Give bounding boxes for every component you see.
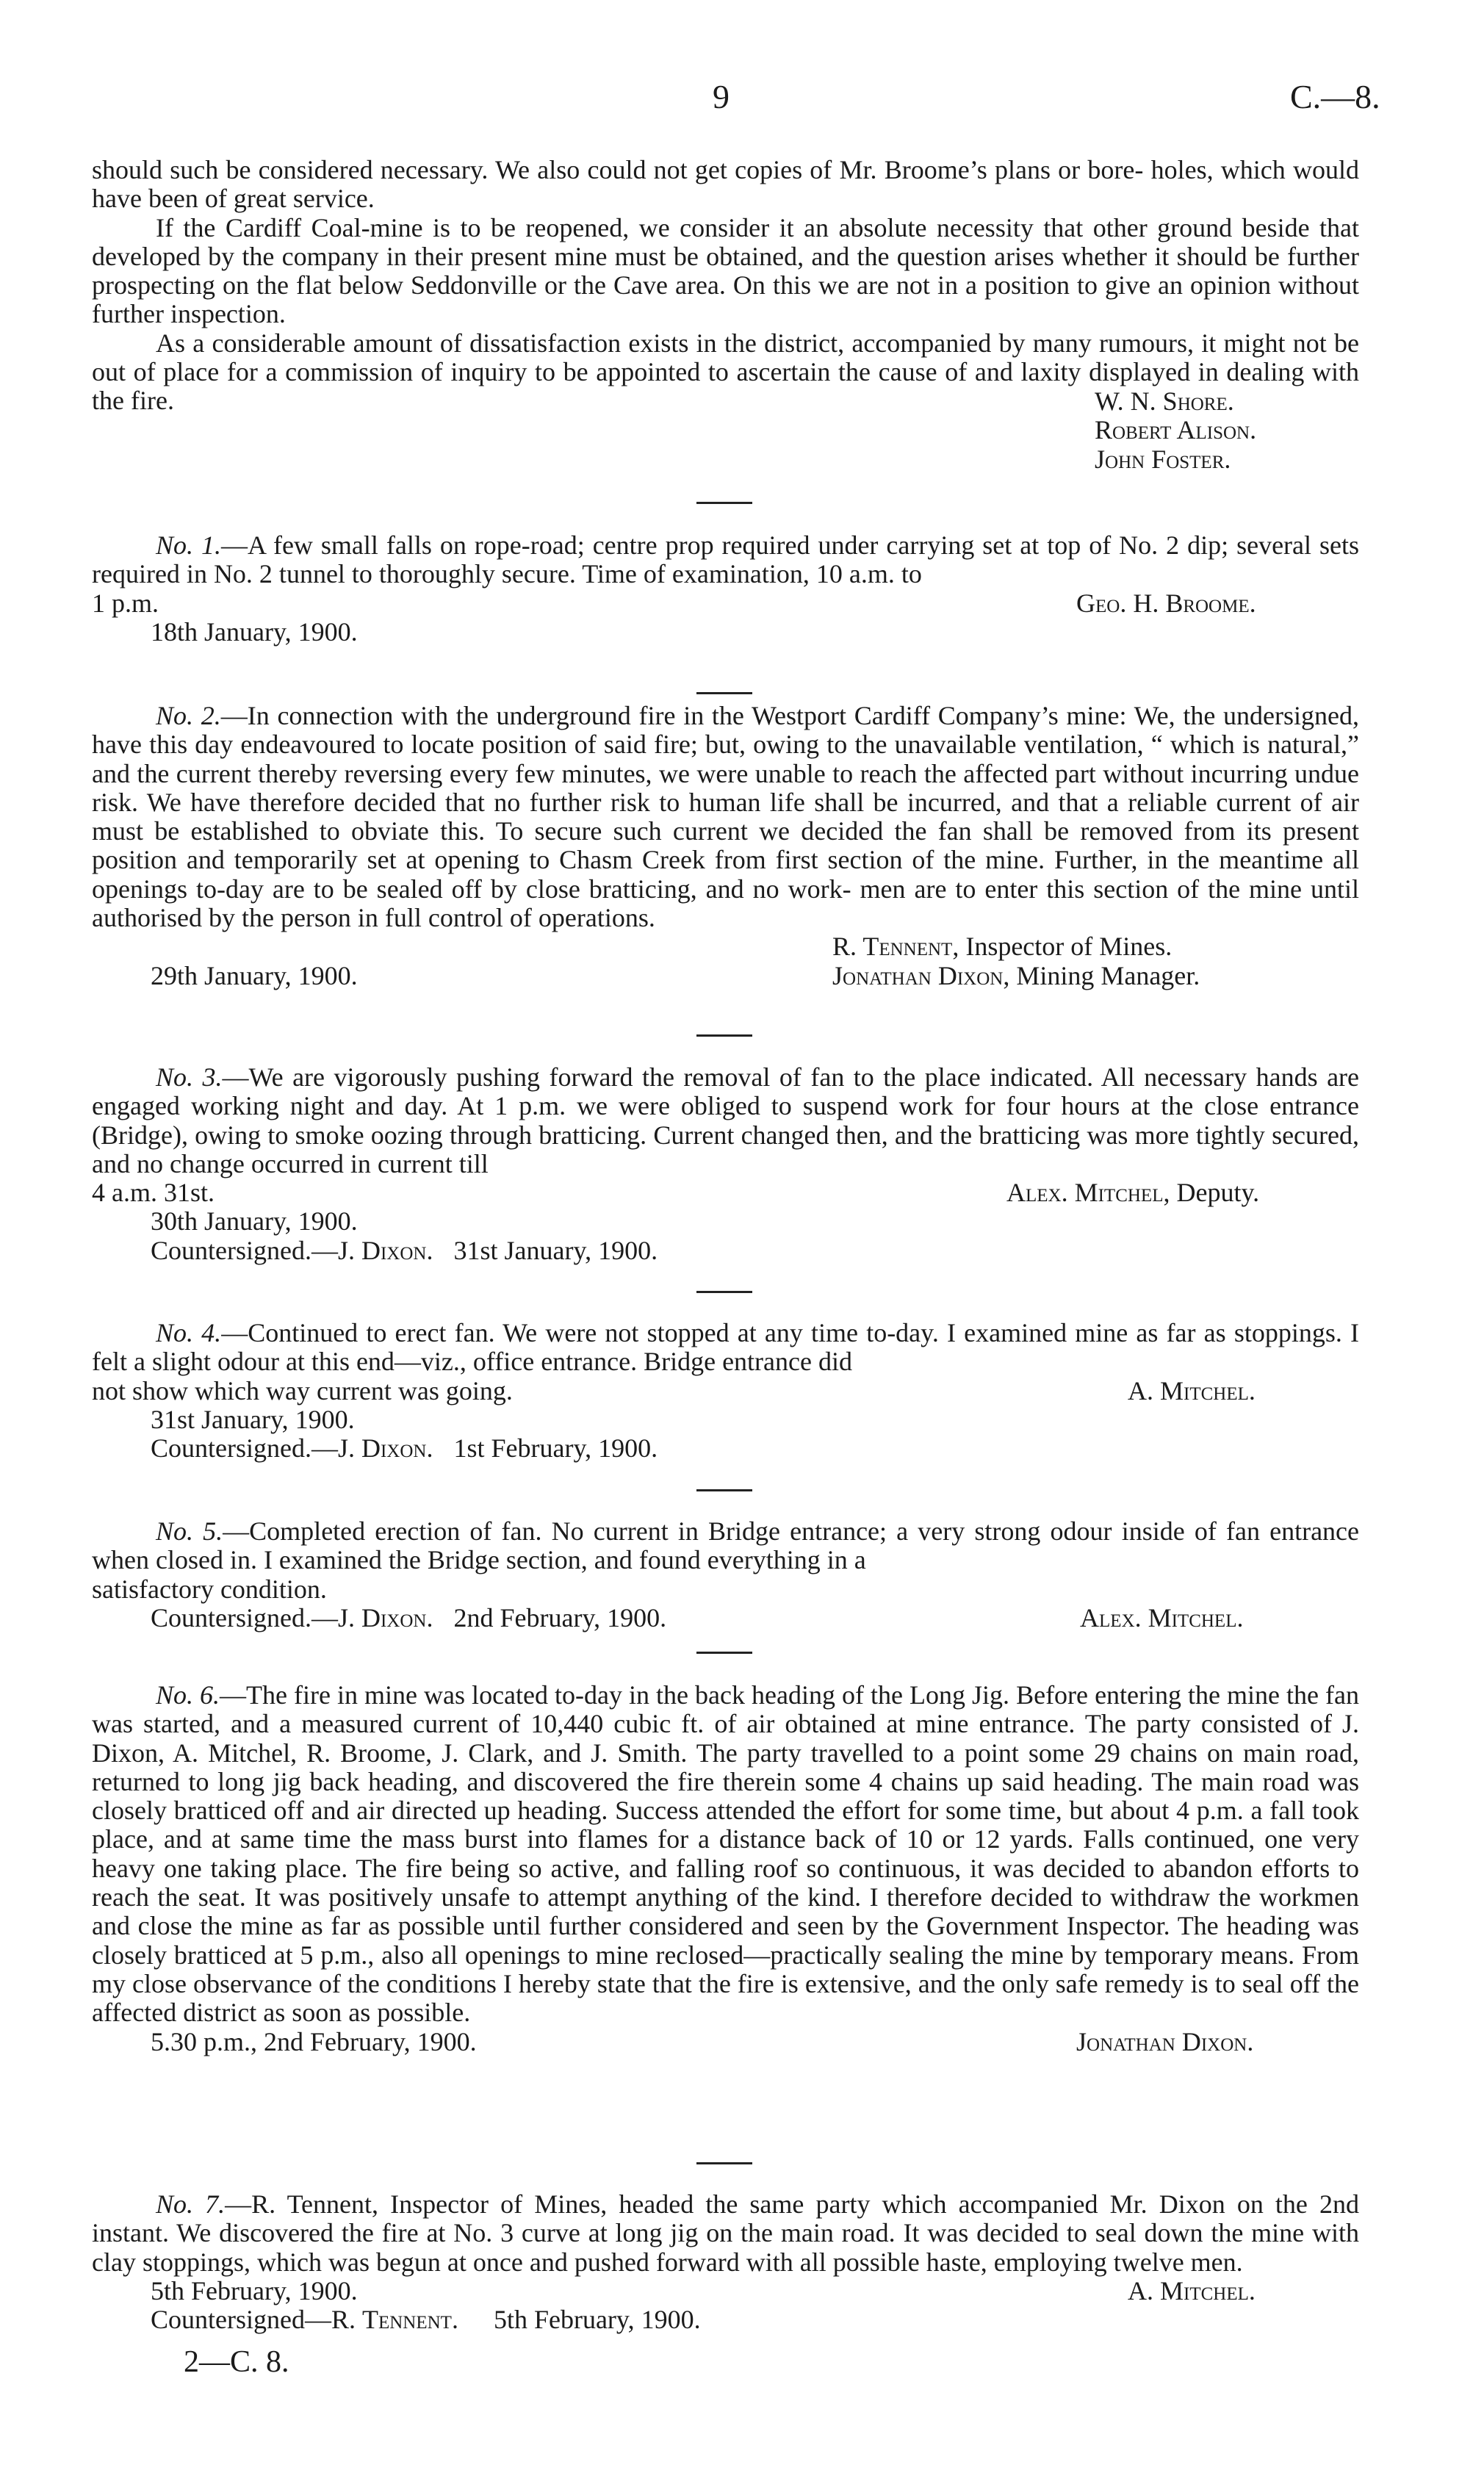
signature-tennent: R. Tennent, Inspector of Mines.: [832, 932, 1173, 962]
signature: Alex. Mitchel, Deputy.: [1006, 1178, 1260, 1208]
entry-no-2: [92, 702, 1359, 990]
signatory-foster: John Foster.: [1095, 444, 1231, 474]
intro-section: [92, 156, 1359, 416]
entry-date: 31st January, 1900.: [151, 1404, 355, 1434]
countersignature: Countersigned—R. Tennent. 5th February, 1900.: [151, 2305, 701, 2335]
intro-paragraph-1: should such be considered necessary. We also could not get copies of Mr. Broome’s plans or bore- holes, which would have been of great service.: [92, 155, 1360, 214]
section-divider: [696, 502, 752, 504]
entry-no-6: [92, 1681, 1359, 2056]
signature: A. Mitchel.: [1128, 1375, 1256, 1405]
section-divider: [696, 1291, 752, 1293]
entry-date: 5.30 p.m., 2nd February, 1900.: [151, 2026, 477, 2056]
entry-date: 5th February, 1900.: [151, 2275, 358, 2305]
intro-paragraph-3: As a considerable amount of dissatisfaction exists in the district, accompanied by many rumours, it might not be out of place for a commission of inquiry to be appointed to ascertain the cause of and laxity displayed in dealing with the fire.: [92, 328, 1360, 416]
entry-no-2-text: No. 2.—In connection with the underground fire in the Westport Cardiff Company’s mine: We, the undersigned, have this day endeavoured to locate position of said fire; but, owing to the unavailable ventilation, “ which is natural,” and the current thereby reversing every few minutes, we were unable to reach the affected part without incurring undue risk. We have therefore decided that no further risk to human life shall be incurred, and that a reliable current of air must be established to obviate this. To secure such current we decided the fan shall be removed from its present position and temporarily set at opening to Chasm Creek from first section of the mine. Further, in the meantime all openings to-day are to be sealed off by close bratticing, and no work- men are to enter this section of the mine until authorised by the person in full control of operations.: [92, 701, 1360, 933]
entry-label: No. 1.: [156, 530, 221, 560]
intro-signatories: [1095, 387, 1256, 474]
countersignature: Countersigned.—J. Dixon. 31st January, 1900.: [151, 1235, 658, 1265]
section-divider: [696, 1652, 752, 1654]
signature-dixon: Jonathan Dixon, Mining Manager.: [832, 960, 1200, 990]
entry-label: No. 2.: [156, 701, 221, 730]
entry-no-1: No. 1.—A few small falls on rope-road; centre prop required under carrying set at top of No. 2 dip; several sets required in No. 2 tunnel to thoroughly secure. Time of examination, 10 a.m. to 1 p.m. Geo. H. Broome. 18th January, 1900.: [92, 530, 1359, 647]
entry-label: No. 6.: [156, 1680, 220, 1710]
entry-label: No. 4.: [156, 1318, 222, 1347]
entry-no-6-text: No. 6.—The fire in mine was located to-day in the back heading of the Long Jig. Before entering the mine the fan was started, and a measured current of 10,440 cubic ft. of air obtained at mine entrance. The party consisted of J. Dixon, A. Mitchel, R. Broome, J. Clark, and J. Smith. The party travelled to a point some 29 chains on main road, returned to long jig back heading, and discovered the fire therein some 4 chains up said heading. The main road was closely bratticed off and air directed up heading. Success attended the effort for some time, but about 4 p.m. a fall took place, and at same time the mass burst into flames for a distance back of 10 or 12 yards. Falls continued, one very heavy one taking place. The fire being so active, and falling roof so continuous, it was decided to abandon efforts to reach the seat. It was positively unsafe to attempt anything of the kind. I therefore decided to withdraw the workmen and close the mine as far as possible until further considered and seen by the Government Inspector. The heading was closely bratticed at 5 p.m., also all openings to mine reclosed—practically sealing the mine by temporary means. From my close observance of the conditions I hereby state that the fire is extensive, and the only safe remedy is to seal off the affected district as soon as possible.: [92, 1680, 1360, 2028]
signature: Geo. H. Broome.: [1076, 588, 1256, 618]
signature: Jonathan Dixon.: [1076, 2026, 1254, 2056]
section-divider: [696, 2162, 752, 2164]
countersignature: Countersigned.—J. Dixon. 2nd February, 1900. Alex. Mitchel.: [151, 1602, 1244, 1633]
page-number: 9: [713, 78, 730, 115]
entry-no-7-text: No. 7.—R. Tennent, Inspector of Mines, headed the same party which accompanied Mr. Dixon on the 2nd instant. We discovered the fire at No. 3 curve at long jig on the main road. It was decided to seal down the mine with clay stoppings, which was begun at once and pushed forward with all possible haste, employing twelve men.: [92, 2189, 1359, 2277]
entry-label: No. 3.: [156, 1062, 223, 1092]
paper-reference: C.—8.: [1290, 78, 1380, 115]
section-divider: [696, 692, 752, 694]
entry-no-5: No. 5.—Completed erection of fan. No current in Bridge entrance; a very strong odour inside of fan entrance when closed in. I examined the Bridge section, and found everything in a satisfactory condition. Countersigned.—J. Dixon. 2nd February, 1900. Alex. Mitchel.: [92, 1516, 1360, 1633]
entry-no-4: No. 4.—Continued to erect fan. We were not stopped at any time to-day. I examined mine as far as stoppings. I felt a slight odour at this end—viz., office entrance. Bridge entrance did not show which way current was going. A. Mitchel. 31st January, 1900. Countersigned.—J. Dixon. 1st February, 1900.: [92, 1318, 1360, 1464]
entry-no-4-text: No. 4.—Continued to erect fan. We were not stopped at any time to-day. I examined mine as far as stoppings. I felt a slight odour at this end—viz., office entrance. Bridge entrance did: [92, 1318, 1360, 1377]
entry-no-5-text: No. 5.—Completed erection of fan. No current in Bridge entrance; a very strong odour inside of fan entrance when closed in. I examined the Bridge section, and found everything in a: [92, 1516, 1360, 1575]
section-divider: [696, 1489, 752, 1491]
entry-label: No. 5.: [156, 1516, 223, 1546]
entry-no-7: [92, 2190, 1359, 2334]
countersignature: Countersigned.—J. Dixon. 1st February, 1900.: [151, 1433, 658, 1464]
entry-date: 29th January, 1900.: [151, 960, 358, 990]
intro-paragraph-2: If the Cardiff Coal-mine is to be reopened, we consider it an absolute necessity that other ground beside that developed by the company in their present mine must be obtained, and the question arises whether it should be further prospecting on the flat below Seddonville or the Cave area. On this we are not in a position to give an opinion without further inspection.: [92, 212, 1360, 329]
signature-mark: 2—C. 8.: [184, 2345, 289, 2379]
section-divider: [696, 1034, 752, 1037]
signatory-alison: Robert Alison.: [1095, 415, 1257, 445]
entry-label: No. 7.: [156, 2189, 226, 2219]
entry-date: 30th January, 1900.: [151, 1206, 358, 1236]
signatory-shore: W. N. Shore.: [1095, 386, 1234, 416]
signature: A. Mitchel.: [1128, 2275, 1256, 2305]
entry-date: 18th January, 1900.: [151, 616, 358, 647]
entry-no-3-text: No. 3.—We are vigorously pushing forward the removal of fan to the place indicated. All necessary hands are engaged working night and day. At 1 p.m. we were obliged to suspend work for four hours at the close entrance (Bridge), owing to smoke oozing through bratticing. Current changed then, and the bratticing was more tightly secured, and no change occurred in current till: [92, 1062, 1360, 1178]
signature: Alex. Mitchel.: [1080, 1602, 1244, 1633]
entry-no-1-text: No. 1.—A few small falls on rope-road; centre prop required under carrying set at top of No. 2 dip; several sets required in No. 2 tunnel to thoroughly secure. Time of examination, 10 a.m. to: [92, 530, 1359, 589]
entry-no-3: No. 3.—We are vigorously pushing forward the removal of fan to the place indicated. All necessary hands are engaged working night and day. At 1 p.m. we were obliged to suspend work for four hours at the close entrance (Bridge), owing to smoke oozing through bratticing. Current changed then, and the bratticing was more tightly secured, and no change occurred in current till 4 a.m. 31st. Alex. Mitchel, Deputy. 30th January, 1900. Countersigned.—J. Dixon. 31st January, 1900.: [92, 1062, 1360, 1265]
